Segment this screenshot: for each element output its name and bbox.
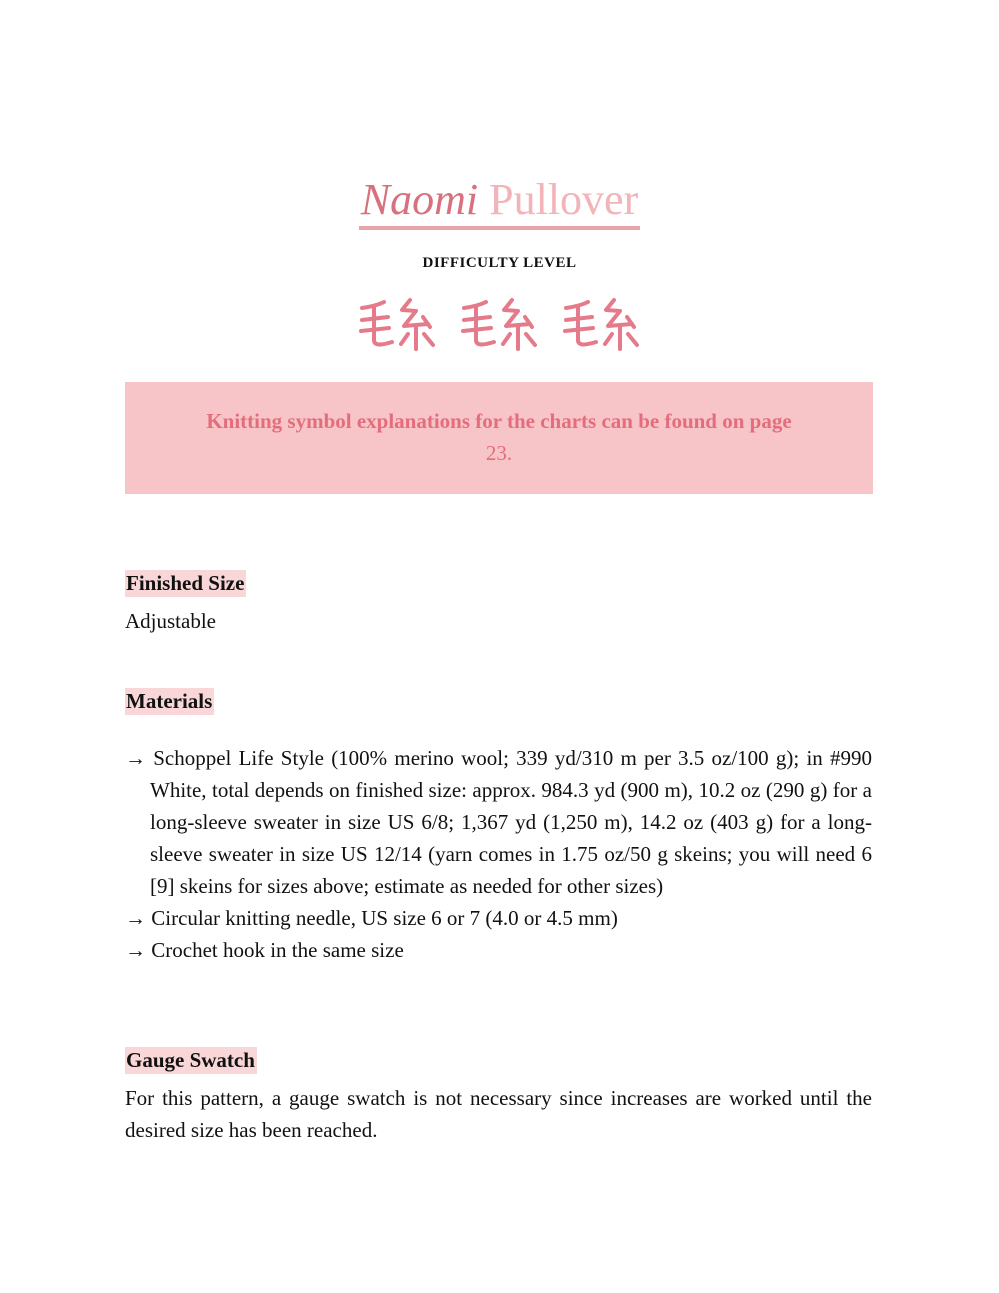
- materials-section: [125, 742, 872, 966]
- notice-page-number: 23.: [485, 441, 513, 465]
- title-name: Naomi: [360, 175, 479, 224]
- finished-size-heading: Finished Size: [126, 571, 245, 595]
- notice-text: Knitting symbol explanations for the charts can be found on page: [206, 409, 792, 433]
- difficulty-rating: [0, 296, 999, 352]
- chart-symbols-notice: [125, 382, 873, 494]
- yarn-icon: [562, 296, 642, 352]
- yarn-icon: [358, 296, 438, 352]
- title-garment: Pullover: [489, 175, 639, 224]
- materials-item-needle: → Circular knitting needle, US size 6 or 7 (4.0 or 4.5 mm): [125, 906, 618, 930]
- difficulty-label: DIFFICULTY LEVEL: [422, 255, 577, 271]
- title-underline: [359, 174, 640, 230]
- yarn-icon: [460, 296, 540, 352]
- finished-size-text: [125, 605, 872, 637]
- materials-list: [125, 742, 872, 966]
- finished-size-value: Adjustable: [125, 609, 216, 633]
- page-title: [0, 170, 999, 230]
- materials-heading: Materials: [126, 689, 213, 713]
- materials-item-yarn: → Schoppel Life Style (100% merino wool; 339 yd/310 m per 3.5 oz/100 g); in #990 White, total depends on finished size: approx. 984.3 yd (900 m), 10.2 oz (290 g) for a long-sleeve sweater in size US 6/8; 1,367 yd (1,250 m), 14.2 oz (403 g) for a long-sleeve sweater in size US 12/14 (yarn comes in 1.75 oz/50 g skeins; you will need 6 [9] skeins for sizes above; estimate as needed for other sizes): [125, 746, 872, 898]
- gauge-swatch-text: For this pattern, a gauge swatch is not necessary since increases are worked until the desired size has been reached.: [125, 1086, 872, 1142]
- materials-item-crochet-hook: → Crochet hook in the same size: [125, 938, 404, 962]
- gauge-swatch-heading: Gauge Swatch: [126, 1048, 255, 1072]
- gauge-swatch-section: [125, 1082, 872, 1146]
